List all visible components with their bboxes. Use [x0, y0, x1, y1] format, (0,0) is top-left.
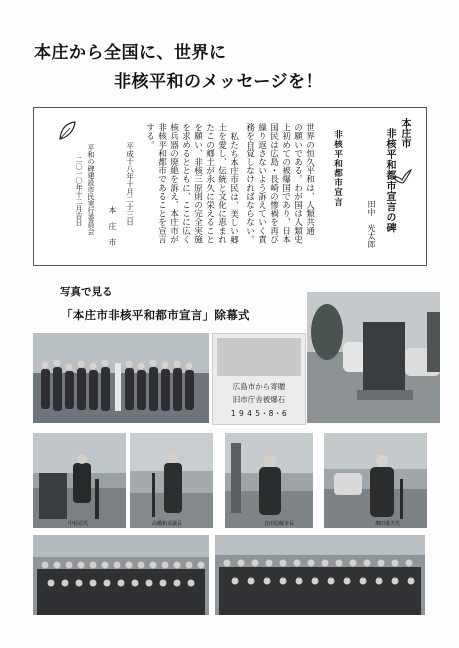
monument-calligrapher: 田中 光太郎 — [367, 200, 376, 248]
body-column: 上初めての被爆国であり、日本 — [280, 123, 291, 244]
monument-title-1: 本庄市 — [399, 118, 410, 148]
caption-yoshida: 吉田信解市長 — [264, 521, 295, 527]
stone-plate-photo — [212, 333, 306, 425]
body-column: たこの郷土が永久に栄えること — [204, 123, 215, 244]
photo-monument — [307, 292, 440, 423]
declaration-date: 平成十八年十月二十三日 — [125, 142, 135, 226]
body-column: を求めるとともに、ここに広く — [180, 123, 191, 244]
caption-nakamura: 中村忍氏 — [68, 521, 89, 527]
erected-by: 平和の碑建設市民実行委員会 — [87, 144, 95, 235]
body-column: 核兵器の廃絶を訴え、本庄市が — [168, 123, 179, 244]
body-column: 世界の恒久平和は、人類共通 — [304, 123, 315, 235]
body-column: 繰り返さないよう訴えていく責 — [256, 123, 267, 244]
declaration-box — [33, 107, 427, 266]
caption-hatada: 畑田重夫氏 — [375, 521, 401, 527]
erected-date: 二〇一〇年十二月吉日 — [75, 156, 83, 226]
headline-line2: 非核平和のメッセージを！ — [114, 72, 323, 92]
body-column: 国民は広島・長崎の惨禍を再び — [268, 123, 279, 244]
body-column: 私たち本庄市民は、美しい郷 — [228, 132, 239, 244]
declaration-city: 本 庄 市 — [108, 206, 117, 246]
photo-speaker-yoshida — [225, 433, 313, 528]
body-column: 務を自覚しなければならない。 — [244, 123, 255, 244]
photo-section-title: 「本庄市非核平和都市宣言」除幕式 — [61, 308, 250, 322]
photo-group-unveiling — [33, 333, 209, 423]
photo-section-subtitle: 写真で見る — [60, 286, 113, 298]
photo-speaker-nakamura — [33, 433, 126, 528]
photo-speaker-hatada — [324, 433, 427, 528]
caption-takahashi: 高橋和美議長 — [152, 521, 183, 527]
body-column: 土を愛し、伝統と文化に恵まれ — [216, 123, 227, 244]
body-column: する。 — [144, 123, 155, 149]
headline-line1: 本庄から全国に、世界に — [34, 43, 227, 63]
plate-line-3: 1 9 4 5・8・6 — [230, 409, 288, 418]
photo-group-right — [215, 535, 425, 615]
photo-speaker-takahashi — [130, 433, 213, 528]
leaf-icon — [57, 120, 77, 142]
plate-line-2: 旧市庁舎被爆石 — [232, 395, 286, 404]
plate-line-1: 広島市から寄贈 — [232, 382, 286, 391]
body-column: 非核平和都市であることを宣言 — [156, 123, 167, 244]
body-column: の願いである。わが国は人類史 — [292, 123, 303, 244]
monument-title-2: 非核平和都市宣言の碑 — [384, 128, 395, 233]
photo-group-left — [33, 535, 209, 615]
declaration-title: 非核平和都市宣言 — [332, 130, 343, 207]
body-column: を願い、非核三原則の完全実施 — [192, 123, 203, 244]
